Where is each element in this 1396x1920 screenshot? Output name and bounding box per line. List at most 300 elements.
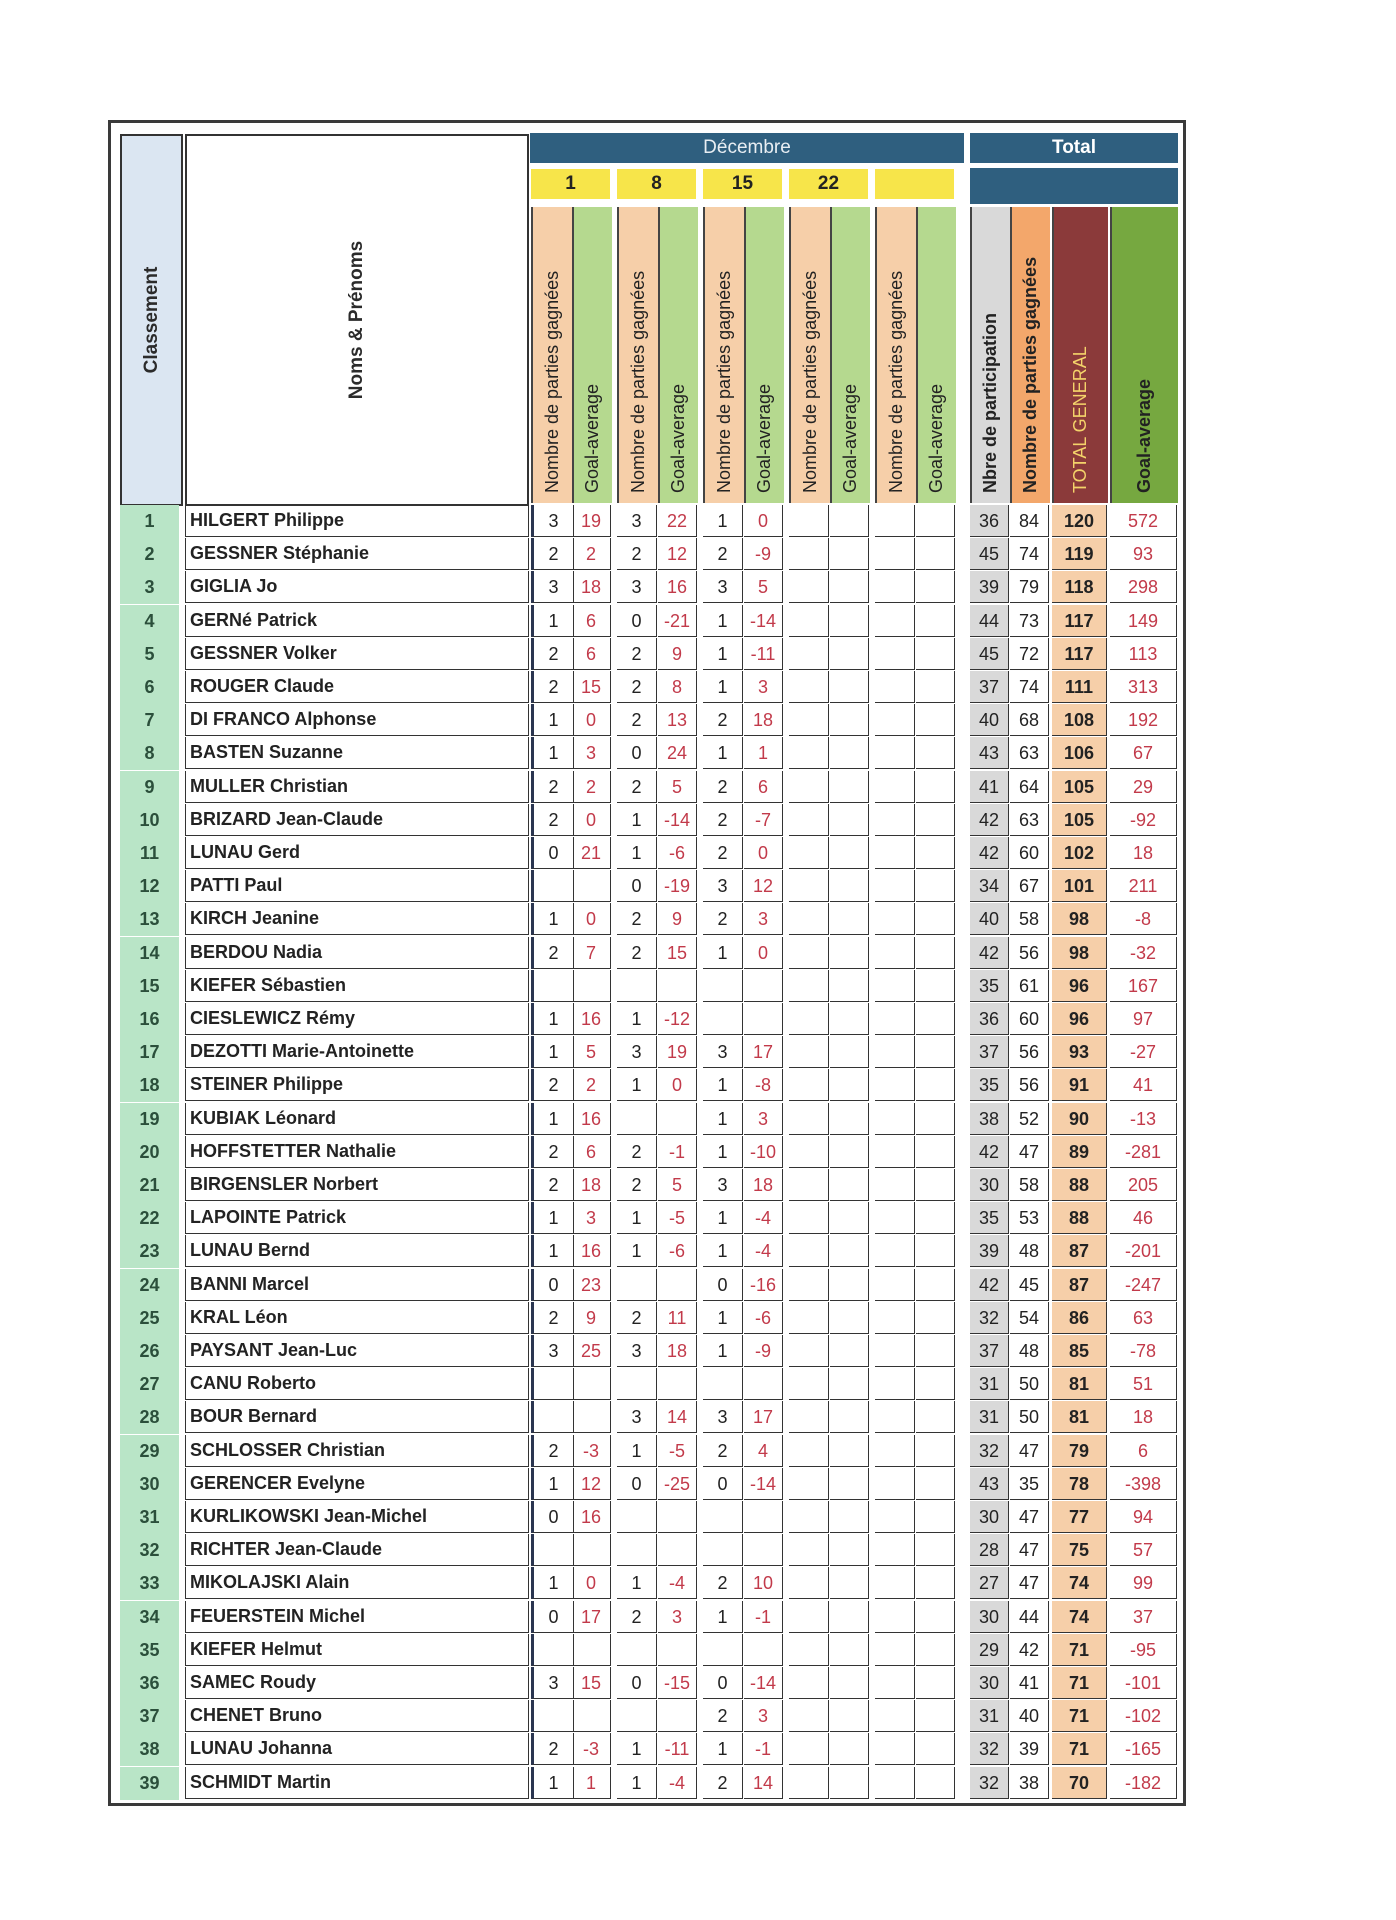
part-cell: 45 <box>970 638 1009 670</box>
total-cell: 74 <box>1052 1601 1107 1633</box>
empty-cell <box>875 1501 915 1533</box>
empty-cell <box>916 870 955 902</box>
ga-cell: 93 <box>1110 538 1177 570</box>
empty-cell <box>875 1302 915 1334</box>
ga-cell: -92 <box>1110 804 1177 836</box>
part-cell: 30 <box>970 1667 1009 1699</box>
ga-cell: 97 <box>1110 1003 1177 1035</box>
total-cell: 93 <box>1052 1036 1107 1068</box>
table-row <box>111 638 1183 671</box>
part-cell: 27 <box>970 1567 1009 1599</box>
d8g-cell: 18 <box>658 1335 697 1367</box>
d1w-cell: 1 <box>531 903 574 935</box>
d1g-cell: 6 <box>572 638 611 670</box>
d8w-cell: 1 <box>617 804 657 836</box>
d15g-cell: 3 <box>744 671 783 703</box>
wins-cell: 63 <box>1010 804 1049 836</box>
ga-cell: -27 <box>1110 1036 1177 1068</box>
d8g-cell: -6 <box>658 1235 697 1267</box>
rank-cell: 38 <box>120 1733 179 1766</box>
d8w-cell: 3 <box>617 1036 657 1068</box>
empty-cell <box>916 1202 955 1234</box>
d8w-cell <box>617 1103 657 1135</box>
rank-cell: 22 <box>120 1202 179 1235</box>
empty-cell <box>916 1069 955 1101</box>
part-cell: 37 <box>970 1036 1009 1068</box>
empty-cell <box>830 937 869 969</box>
wins-cell: 84 <box>1010 505 1049 537</box>
rank-cell: 12 <box>120 870 179 903</box>
ga-cell: 57 <box>1110 1534 1177 1566</box>
player-name-cell: GIGLIA Jo <box>185 571 529 603</box>
d15g-cell: -16 <box>744 1269 783 1301</box>
d8w-cell: 3 <box>617 505 657 537</box>
total-cell: 98 <box>1052 903 1107 935</box>
d15w-cell: 1 <box>703 1136 743 1168</box>
d1w-cell: 0 <box>531 1601 574 1633</box>
empty-cell <box>875 671 915 703</box>
total-cell: 117 <box>1052 605 1107 637</box>
wins-cell: 54 <box>1010 1302 1049 1334</box>
d15w-cell: 2 <box>703 1767 743 1799</box>
d1g-cell <box>572 1700 611 1732</box>
wins-cell: 60 <box>1010 837 1049 869</box>
empty-cell <box>916 1136 955 1168</box>
d1g-cell: 7 <box>572 937 611 969</box>
ga-cell: -247 <box>1110 1269 1177 1301</box>
wins-header-label: Nombre de parties gagnées <box>799 270 820 493</box>
empty-cell <box>916 1036 955 1068</box>
d15w-cell: 1 <box>703 1733 743 1765</box>
empty-cell <box>789 505 829 537</box>
d8w-cell <box>617 1501 657 1533</box>
empty-cell <box>830 505 869 537</box>
empty-cell <box>875 1401 915 1433</box>
ga-cell: 67 <box>1110 737 1177 769</box>
empty-cell <box>830 704 869 736</box>
ga-cell: -32 <box>1110 937 1177 969</box>
ga-cell: -78 <box>1110 1335 1177 1367</box>
wins-cell: 42 <box>1010 1634 1049 1666</box>
total-cell: 71 <box>1052 1700 1107 1732</box>
d8w-cell <box>617 970 657 1002</box>
d1w-cell: 1 <box>531 605 574 637</box>
empty-cell <box>789 903 829 935</box>
empty-cell <box>789 1501 829 1533</box>
ga-cell: 94 <box>1110 1501 1177 1533</box>
wins-cell: 48 <box>1010 1335 1049 1367</box>
d1g-cell <box>572 1368 611 1400</box>
part-cell: 35 <box>970 1202 1009 1234</box>
d8w-cell: 0 <box>617 870 657 902</box>
d15g-cell: -8 <box>744 1069 783 1101</box>
total-cell: 87 <box>1052 1269 1107 1301</box>
total-cell: 89 <box>1052 1136 1107 1168</box>
d15w-cell: 2 <box>703 1567 743 1599</box>
d8g-cell: 19 <box>658 1036 697 1068</box>
total-cell: 106 <box>1052 737 1107 769</box>
d8w-cell <box>617 1700 657 1732</box>
player-name-cell: BOUR Bernard <box>185 1401 529 1433</box>
table-row <box>111 1269 1183 1302</box>
empty-cell <box>789 1767 829 1799</box>
table-row <box>111 538 1183 571</box>
empty-cell <box>789 1667 829 1699</box>
d15g-cell: 18 <box>744 704 783 736</box>
d1g-cell: 16 <box>572 1501 611 1533</box>
total-cell: 70 <box>1052 1767 1107 1799</box>
d8w-cell: 2 <box>617 937 657 969</box>
wins-header-label: Nombre de parties gagnées <box>541 270 562 493</box>
d1w-cell <box>531 870 574 902</box>
empty-cell <box>916 1468 955 1500</box>
d15w-cell: 1 <box>703 671 743 703</box>
empty-cell <box>875 1700 915 1732</box>
empty-cell <box>916 605 955 637</box>
table-row <box>111 671 1183 704</box>
d8g-cell: -5 <box>658 1435 697 1467</box>
empty-cell <box>875 1036 915 1068</box>
d15g-cell: 4 <box>744 1435 783 1467</box>
d15w-cell: 0 <box>703 1667 743 1699</box>
wins-header <box>875 207 916 503</box>
ga-cell: 192 <box>1110 704 1177 736</box>
d8g-cell: -14 <box>658 804 697 836</box>
empty-cell <box>875 1335 915 1367</box>
d1w-cell: 3 <box>531 571 574 603</box>
d8w-cell: 2 <box>617 671 657 703</box>
rank-cell: 18 <box>120 1069 179 1102</box>
ga-cell: 211 <box>1110 870 1177 902</box>
player-name-cell: KIEFER Helmut <box>185 1634 529 1666</box>
empty-cell <box>875 1368 915 1400</box>
player-name-cell: FEUERSTEIN Michel <box>185 1601 529 1633</box>
d8g-cell: 5 <box>658 1169 697 1201</box>
empty-cell <box>916 771 955 803</box>
empty-cell <box>916 1003 955 1035</box>
table-row <box>111 1368 1183 1401</box>
empty-cell <box>916 1269 955 1301</box>
d8w-cell: 3 <box>617 1401 657 1433</box>
empty-cell <box>830 837 869 869</box>
d8g-cell: -1 <box>658 1136 697 1168</box>
d15g-cell <box>744 1634 783 1666</box>
empty-cell <box>830 1302 869 1334</box>
ga-cell: 29 <box>1110 771 1177 803</box>
total-cell: 87 <box>1052 1235 1107 1267</box>
rank-cell: 5 <box>120 638 179 671</box>
empty-cell <box>789 1733 829 1765</box>
d1g-cell <box>572 1634 611 1666</box>
empty-cell <box>830 1767 869 1799</box>
d8g-cell: 9 <box>658 638 697 670</box>
ga-cell: -398 <box>1110 1468 1177 1500</box>
d1g-cell: 0 <box>572 804 611 836</box>
ga-cell: 99 <box>1110 1567 1177 1599</box>
d15w-cell: 2 <box>703 704 743 736</box>
d1g-cell: 3 <box>572 737 611 769</box>
rank-cell: 14 <box>120 937 179 970</box>
d1g-cell: 2 <box>572 771 611 803</box>
d15g-cell: -4 <box>744 1235 783 1267</box>
d15w-cell: 1 <box>703 638 743 670</box>
d8w-cell: 2 <box>617 903 657 935</box>
date-header: 1 <box>531 169 610 199</box>
d1g-cell <box>572 1534 611 1566</box>
d15g-cell: 18 <box>744 1169 783 1201</box>
total-general-header-label: TOTAL GENERAL <box>1070 346 1090 493</box>
d15g-cell: -11 <box>744 638 783 670</box>
d8g-cell <box>658 1501 697 1533</box>
empty-cell <box>789 837 829 869</box>
empty-cell <box>875 1202 915 1234</box>
ga-cell: 205 <box>1110 1169 1177 1201</box>
empty-cell <box>916 1401 955 1433</box>
rank-cell: 29 <box>120 1435 179 1468</box>
total-cell: 119 <box>1052 538 1107 570</box>
d8g-cell: -6 <box>658 837 697 869</box>
d1g-cell: 18 <box>572 571 611 603</box>
d1w-cell: 2 <box>531 1435 574 1467</box>
empty-cell <box>916 1169 955 1201</box>
d15w-cell: 2 <box>703 538 743 570</box>
empty-cell <box>875 1667 915 1699</box>
table-row <box>111 1567 1183 1600</box>
ga-cell: -281 <box>1110 1136 1177 1168</box>
empty-cell <box>789 1169 829 1201</box>
table-row <box>111 1501 1183 1534</box>
table-row <box>111 1036 1183 1069</box>
d15g-cell: -10 <box>744 1136 783 1168</box>
part-cell: 43 <box>970 1468 1009 1500</box>
d1w-cell: 1 <box>531 1003 574 1035</box>
total-general-header <box>1052 207 1108 503</box>
empty-cell <box>830 1169 869 1201</box>
part-cell: 39 <box>970 571 1009 603</box>
empty-cell <box>916 704 955 736</box>
d8g-cell: -25 <box>658 1468 697 1500</box>
d15w-cell: 2 <box>703 804 743 836</box>
total-cell: 96 <box>1052 1003 1107 1035</box>
d1w-cell: 1 <box>531 1235 574 1267</box>
total-ga-header <box>1110 207 1178 503</box>
d15g-cell: 3 <box>744 1700 783 1732</box>
d1w-cell: 2 <box>531 1069 574 1101</box>
table-row <box>111 1003 1183 1036</box>
total-wins-header <box>1010 207 1050 503</box>
empty-cell <box>830 1700 869 1732</box>
d15w-cell: 2 <box>703 1435 743 1467</box>
wins-cell: 56 <box>1010 1036 1049 1068</box>
empty-cell <box>875 638 915 670</box>
wins-cell: 60 <box>1010 1003 1049 1035</box>
player-name-cell: PAYSANT Jean-Luc <box>185 1335 529 1367</box>
ga-cell: 298 <box>1110 571 1177 603</box>
empty-cell <box>789 1103 829 1135</box>
rank-cell: 28 <box>120 1401 179 1434</box>
empty-cell <box>830 1269 869 1301</box>
empty-cell <box>875 771 915 803</box>
d15g-cell: -14 <box>744 1667 783 1699</box>
d1g-cell: 3 <box>572 1202 611 1234</box>
d1w-cell: 2 <box>531 638 574 670</box>
wins-cell: 74 <box>1010 538 1049 570</box>
player-name-cell: HOFFSTETTER Nathalie <box>185 1136 529 1168</box>
empty-cell <box>875 937 915 969</box>
part-cell: 42 <box>970 937 1009 969</box>
empty-cell <box>830 1103 869 1135</box>
empty-cell <box>789 1401 829 1433</box>
d15w-cell: 1 <box>703 1202 743 1234</box>
rank-cell: 32 <box>120 1534 179 1567</box>
part-cell: 30 <box>970 1501 1009 1533</box>
d8g-cell: -11 <box>658 1733 697 1765</box>
wins-cell: 52 <box>1010 1103 1049 1135</box>
part-cell: 37 <box>970 671 1009 703</box>
empty-cell <box>916 804 955 836</box>
wins-cell: 58 <box>1010 1169 1049 1201</box>
rank-cell: 24 <box>120 1269 179 1302</box>
d1g-cell <box>572 970 611 1002</box>
d1w-cell: 2 <box>531 771 574 803</box>
d15w-cell: 1 <box>703 737 743 769</box>
table-row <box>111 605 1183 638</box>
table-row <box>111 771 1183 804</box>
empty-cell <box>830 1368 869 1400</box>
wins-cell: 56 <box>1010 937 1049 969</box>
d1w-cell <box>531 1534 574 1566</box>
player-name-cell: LUNAU Johanna <box>185 1733 529 1765</box>
empty-cell <box>789 771 829 803</box>
d8w-cell: 2 <box>617 704 657 736</box>
wins-cell: 74 <box>1010 671 1049 703</box>
d1g-cell: -3 <box>572 1733 611 1765</box>
total-cell: 78 <box>1052 1468 1107 1500</box>
total-header-band <box>970 168 1178 204</box>
player-name-cell: KIRCH Jeanine <box>185 903 529 935</box>
total-cell: 79 <box>1052 1435 1107 1467</box>
empty-cell <box>875 1003 915 1035</box>
empty-cell <box>916 903 955 935</box>
empty-cell <box>916 1700 955 1732</box>
player-name-cell: BANNI Marcel <box>185 1269 529 1301</box>
d8w-cell: 2 <box>617 1169 657 1201</box>
empty-cell <box>830 1733 869 1765</box>
empty-cell <box>830 1667 869 1699</box>
ga-cell: -95 <box>1110 1634 1177 1666</box>
empty-cell <box>830 638 869 670</box>
empty-cell <box>916 1534 955 1566</box>
d15g-cell: -9 <box>744 538 783 570</box>
d1g-cell: -3 <box>572 1435 611 1467</box>
d8g-cell <box>658 1534 697 1566</box>
total-cell: 91 <box>1052 1069 1107 1101</box>
d1w-cell: 2 <box>531 1302 574 1334</box>
player-name-cell: BERDOU Nadia <box>185 937 529 969</box>
table-row <box>111 1700 1183 1733</box>
table-row <box>111 1468 1183 1501</box>
d15g-cell: 17 <box>744 1401 783 1433</box>
empty-cell <box>875 1269 915 1301</box>
d15w-cell: 3 <box>703 1401 743 1433</box>
total-cell: 102 <box>1052 837 1107 869</box>
d1w-cell <box>531 970 574 1002</box>
d15g-cell: 5 <box>744 571 783 603</box>
empty-cell <box>916 638 955 670</box>
wins-cell: 72 <box>1010 638 1049 670</box>
d1w-cell: 1 <box>531 1567 574 1599</box>
wins-header-label: Nombre de parties gagnées <box>885 270 906 493</box>
ga-header <box>658 207 698 503</box>
d8g-cell: -5 <box>658 1202 697 1234</box>
empty-cell <box>789 1700 829 1732</box>
rank-cell: 3 <box>120 571 179 604</box>
rank-cell: 13 <box>120 903 179 936</box>
d1w-cell <box>531 1401 574 1433</box>
empty-cell <box>830 771 869 803</box>
empty-cell <box>830 804 869 836</box>
empty-cell <box>830 1401 869 1433</box>
ga-cell: 572 <box>1110 505 1177 537</box>
empty-cell <box>875 1567 915 1599</box>
ga-header <box>830 207 870 503</box>
player-name-cell: SCHLOSSER Christian <box>185 1435 529 1467</box>
empty-cell <box>875 870 915 902</box>
rank-cell: 10 <box>120 804 179 837</box>
wins-cell: 47 <box>1010 1435 1049 1467</box>
total-cell: 105 <box>1052 804 1107 836</box>
d8g-cell: -19 <box>658 870 697 902</box>
empty-cell <box>830 1202 869 1234</box>
part-cell: 40 <box>970 704 1009 736</box>
d15w-cell <box>703 1634 743 1666</box>
d8w-cell: 2 <box>617 771 657 803</box>
empty-cell <box>789 970 829 1002</box>
ga-cell: -13 <box>1110 1103 1177 1135</box>
player-name-cell: STEINER Philippe <box>185 1069 529 1101</box>
wins-cell: 47 <box>1010 1567 1049 1599</box>
empty-cell <box>916 837 955 869</box>
empty-cell <box>789 870 829 902</box>
empty-cell <box>830 970 869 1002</box>
d1g-cell: 0 <box>572 1567 611 1599</box>
empty-cell <box>875 970 915 1002</box>
total-cell: 90 <box>1052 1103 1107 1135</box>
empty-cell <box>789 605 829 637</box>
empty-cell <box>830 870 869 902</box>
player-name-cell: SAMEC Roudy <box>185 1667 529 1699</box>
d1g-cell: 9 <box>572 1302 611 1334</box>
d1g-cell: 16 <box>572 1003 611 1035</box>
d1w-cell: 2 <box>531 1169 574 1201</box>
date-header: 15 <box>703 169 782 199</box>
wins-header-label: Nombre de parties gagnées <box>713 270 734 493</box>
empty-cell <box>789 704 829 736</box>
ga-cell: -101 <box>1110 1667 1177 1699</box>
ga-cell: 113 <box>1110 638 1177 670</box>
table-row <box>111 903 1183 936</box>
part-cell: 30 <box>970 1169 1009 1201</box>
part-cell: 32 <box>970 1767 1009 1799</box>
table-row <box>111 1401 1183 1434</box>
ga-cell: 149 <box>1110 605 1177 637</box>
empty-cell <box>789 1601 829 1633</box>
total-cell: 101 <box>1052 870 1107 902</box>
d15w-cell: 3 <box>703 1036 743 1068</box>
wins-cell: 63 <box>1010 737 1049 769</box>
part-cell: 31 <box>970 1401 1009 1433</box>
table-row <box>111 1069 1183 1102</box>
